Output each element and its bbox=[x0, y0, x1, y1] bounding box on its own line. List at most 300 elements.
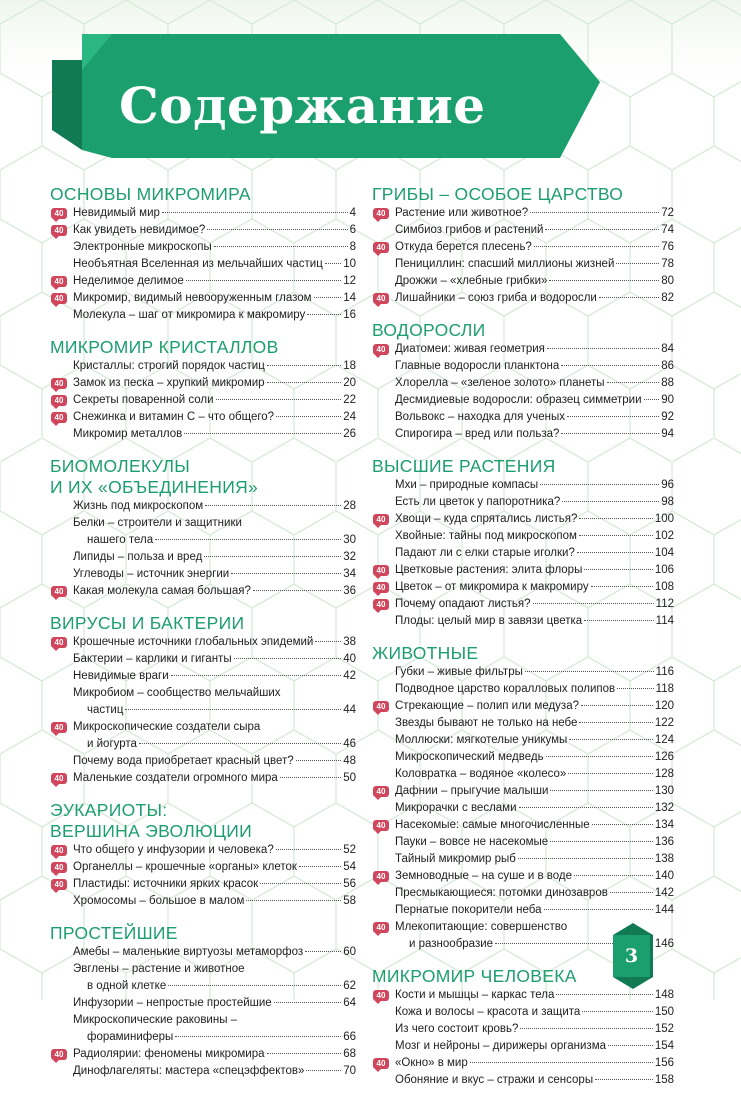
entry-page: 100 bbox=[654, 513, 674, 525]
toc-entry[interactable] bbox=[372, 1038, 674, 1055]
entry-page: 122 bbox=[654, 717, 674, 729]
entry-page: 142 bbox=[654, 887, 674, 899]
entry-page: 90 bbox=[661, 394, 674, 406]
entry-line bbox=[395, 681, 674, 698]
entry-line bbox=[395, 290, 674, 307]
toc-entry[interactable] bbox=[372, 834, 674, 851]
leader-dots bbox=[314, 297, 342, 298]
entry-line bbox=[395, 358, 674, 375]
entry-line bbox=[73, 273, 356, 290]
entry-page: 62 bbox=[343, 980, 356, 992]
leader-dots bbox=[518, 858, 653, 859]
entry-page: 56 bbox=[343, 878, 356, 890]
entry-page: 144 bbox=[654, 904, 674, 916]
entry-title: Крошечные источники глобальных эпидемий bbox=[73, 636, 314, 648]
leader-dots bbox=[307, 314, 341, 315]
toc-entry[interactable] bbox=[50, 770, 356, 787]
entry-page: 154 bbox=[654, 1040, 674, 1052]
entry-page: 36 bbox=[343, 585, 356, 597]
entry-page: 76 bbox=[661, 241, 674, 253]
badge-40-icon: 40 bbox=[373, 1058, 389, 1069]
toc-entry[interactable] bbox=[50, 222, 356, 239]
entry-title: Пернатые покорители неба bbox=[395, 904, 542, 916]
entry-line bbox=[395, 834, 674, 851]
leader-dots bbox=[267, 1053, 342, 1054]
entry-line bbox=[395, 783, 674, 800]
entry-title: Микроскопический медведь bbox=[395, 751, 544, 763]
toc-section bbox=[372, 320, 674, 443]
toc-entry[interactable] bbox=[50, 307, 356, 324]
entry-line bbox=[395, 528, 674, 545]
toc-entry[interactable] bbox=[372, 681, 674, 698]
leader-dots bbox=[569, 739, 652, 740]
entry-line bbox=[73, 634, 356, 651]
entry-page: 46 bbox=[343, 738, 356, 750]
toc-entry[interactable] bbox=[372, 545, 674, 562]
section-title: ВОДОРОСЛИ bbox=[372, 320, 486, 340]
entry-title: Насекомые: самые многочисленные bbox=[395, 819, 590, 831]
entry-page: 82 bbox=[661, 292, 674, 304]
entry-line bbox=[73, 1046, 356, 1063]
entry-line bbox=[73, 736, 356, 753]
entry-page: 24 bbox=[343, 411, 356, 423]
entry-title: Мозг и нейроны – дирижеры организма bbox=[395, 1040, 606, 1052]
toc-entry[interactable] bbox=[372, 426, 674, 443]
toc-entry[interactable] bbox=[372, 613, 674, 630]
section-title: БИОМОЛЕКУЛЫ bbox=[50, 456, 191, 476]
entry-line bbox=[73, 583, 356, 600]
entry-line bbox=[395, 239, 674, 256]
entry-line bbox=[73, 409, 356, 426]
toc-entry[interactable] bbox=[50, 549, 356, 566]
entry-line bbox=[395, 205, 674, 222]
toc-entry[interactable] bbox=[50, 409, 356, 426]
entry-line bbox=[73, 290, 356, 307]
entry-page: 40 bbox=[343, 653, 356, 665]
entry-title: Молекула – шаг от микромира к макромиру bbox=[73, 309, 306, 321]
toc-section bbox=[50, 613, 356, 787]
toc-section bbox=[372, 456, 674, 630]
entry-title: Липиды – польза и вред bbox=[73, 551, 203, 563]
badge-40-icon: 40 bbox=[51, 862, 67, 873]
entry-title: Какая молекула самая большая? bbox=[73, 585, 251, 597]
entry-line bbox=[395, 494, 674, 511]
leader-dots bbox=[175, 1036, 341, 1037]
entry-title: Хлорелла – «зеленое золото» планеты bbox=[395, 377, 605, 389]
entry-page: 34 bbox=[343, 568, 356, 580]
leader-dots bbox=[306, 1070, 341, 1071]
entry-line bbox=[73, 876, 356, 893]
entry-title: Жизнь под микроскопом bbox=[73, 500, 204, 512]
entry-line bbox=[395, 545, 674, 562]
entry-line bbox=[395, 392, 674, 409]
leader-dots bbox=[617, 688, 654, 689]
toc-entry[interactable] bbox=[50, 876, 356, 893]
leader-dots bbox=[139, 743, 341, 744]
toc-entry[interactable] bbox=[50, 583, 356, 600]
entry-title: Что общего у инфузории и человека? bbox=[73, 844, 274, 856]
entry-title-cont: частиц bbox=[87, 704, 124, 716]
toc-entry[interactable] bbox=[50, 426, 356, 443]
entry-title: Растение или животное? bbox=[395, 207, 529, 219]
entry-page: 70 bbox=[343, 1065, 356, 1077]
entry-line bbox=[395, 698, 674, 715]
entry-line bbox=[73, 307, 356, 324]
toc-entry[interactable] bbox=[372, 749, 674, 766]
toc-entry[interactable] bbox=[50, 685, 356, 719]
entry-title: Моллюски: мягкотелые уникумы bbox=[395, 734, 568, 746]
leader-dots bbox=[568, 773, 652, 774]
entry-page: 68 bbox=[343, 1048, 356, 1060]
entry-title: Микроскопические раковины – bbox=[73, 1014, 238, 1026]
badge-40-icon: 40 bbox=[51, 208, 67, 219]
leader-dots bbox=[276, 849, 341, 850]
toc-entry[interactable] bbox=[372, 239, 674, 256]
entry-page: 20 bbox=[343, 377, 356, 389]
entry-line bbox=[395, 426, 674, 443]
toc-entry[interactable] bbox=[372, 511, 674, 528]
entry-title: Коловратка – водяное «колесо» bbox=[395, 768, 567, 780]
entry-title: Млекопитающие: совершенство bbox=[395, 921, 568, 933]
leader-dots bbox=[186, 280, 341, 281]
badge-40-icon: 40 bbox=[373, 701, 389, 712]
entry-page: 10 bbox=[343, 258, 356, 270]
toc-entry[interactable] bbox=[372, 1055, 674, 1072]
toc-entry[interactable] bbox=[372, 205, 674, 222]
section-title: ВЕРШИНА ЭВОЛЮЦИИ bbox=[50, 821, 252, 841]
toc-entry[interactable] bbox=[372, 817, 674, 834]
leader-dots bbox=[155, 539, 341, 540]
entry-title: Звезды бывают не только на небе bbox=[395, 717, 578, 729]
toc-entry[interactable] bbox=[372, 222, 674, 239]
leader-dots bbox=[315, 641, 341, 642]
entry-line bbox=[73, 222, 356, 239]
entry-page: 52 bbox=[343, 844, 356, 856]
toc-entry[interactable] bbox=[372, 528, 674, 545]
entry-page: 96 bbox=[661, 479, 674, 491]
toc-entry[interactable] bbox=[50, 1012, 356, 1046]
entry-line bbox=[73, 358, 356, 375]
entry-title: Стрекающие – полип или медуза? bbox=[395, 700, 579, 712]
toc-entry[interactable] bbox=[50, 719, 356, 753]
entry-title: Кости и мышцы – каркас тела bbox=[395, 989, 555, 1001]
toc-entry[interactable] bbox=[50, 1063, 356, 1080]
entry-title: Лишайники – союз гриба и водоросли bbox=[395, 292, 597, 304]
toc-entry[interactable] bbox=[372, 596, 674, 613]
toc-entry[interactable] bbox=[50, 205, 356, 222]
entry-title: Инфузории – непростые простейшие bbox=[73, 997, 272, 1009]
toc-entry[interactable] bbox=[372, 409, 674, 426]
leader-dots bbox=[296, 760, 342, 761]
leader-dots bbox=[567, 416, 659, 417]
entry-page: 18 bbox=[343, 360, 356, 372]
toc-entry[interactable] bbox=[372, 664, 674, 681]
leader-dots bbox=[280, 777, 341, 778]
entry-page: 148 bbox=[654, 989, 674, 1001]
entry-line bbox=[395, 273, 674, 290]
entry-page: 8 bbox=[349, 241, 356, 253]
entry-line bbox=[73, 205, 356, 222]
entry-line bbox=[395, 579, 674, 596]
entry-page: 146 bbox=[654, 938, 674, 950]
entry-page: 94 bbox=[661, 428, 674, 440]
entry-title: Симбиоз грибов и растений bbox=[395, 224, 544, 236]
toc-entry[interactable] bbox=[372, 1072, 674, 1089]
entry-page: 132 bbox=[654, 802, 674, 814]
entry-title: Десмидиевые водоросли: образец симметрии bbox=[395, 394, 642, 406]
leader-dots bbox=[562, 501, 659, 502]
entry-page: 128 bbox=[654, 768, 674, 780]
leader-dots bbox=[561, 365, 659, 366]
toc-entry[interactable] bbox=[50, 961, 356, 995]
entry-line bbox=[395, 256, 674, 273]
leader-dots bbox=[579, 722, 652, 723]
entry-line bbox=[73, 770, 356, 787]
leader-dots bbox=[550, 841, 653, 842]
entry-title: Микробиом – сообщество мельчайших bbox=[73, 687, 281, 699]
leader-dots bbox=[546, 756, 653, 757]
entry-line bbox=[73, 978, 356, 995]
toc-entry[interactable] bbox=[372, 885, 674, 902]
badge-40-icon: 40 bbox=[51, 276, 67, 287]
toc-entry[interactable] bbox=[50, 859, 356, 876]
leader-dots bbox=[204, 556, 341, 557]
entry-title: Кожа и волосы – красота и защита bbox=[395, 1006, 581, 1018]
entry-page: 134 bbox=[654, 819, 674, 831]
leader-dots bbox=[582, 1011, 653, 1012]
leader-dots bbox=[214, 246, 348, 247]
toc-entry[interactable] bbox=[50, 290, 356, 307]
entry-title-cont: и йогурта bbox=[87, 738, 137, 750]
entry-page: 14 bbox=[343, 292, 356, 304]
toc-section bbox=[50, 800, 356, 910]
leader-dots bbox=[246, 900, 341, 901]
toc-entry[interactable] bbox=[372, 783, 674, 800]
toc-entry[interactable] bbox=[372, 1021, 674, 1038]
toc-entry[interactable] bbox=[372, 851, 674, 868]
entry-title: Углеводы – источник энергии bbox=[73, 568, 230, 580]
entry-title: Спирогира – вред или польза? bbox=[395, 428, 560, 440]
entry-title: Главные водоросли планктона bbox=[395, 360, 560, 372]
entry-line bbox=[395, 749, 674, 766]
badge-40-icon: 40 bbox=[51, 412, 67, 423]
section-title: ОСНОВЫ МИКРОМИРА bbox=[50, 184, 251, 204]
toc-entry[interactable] bbox=[372, 579, 674, 596]
entry-title: Амебы – маленькие виртуозы метаморфоз bbox=[73, 946, 304, 958]
toc-entry[interactable] bbox=[50, 392, 356, 409]
toc-entry[interactable] bbox=[372, 800, 674, 817]
entry-page: 28 bbox=[343, 500, 356, 512]
entry-page: 150 bbox=[654, 1006, 674, 1018]
badge-40-icon: 40 bbox=[373, 820, 389, 831]
toc-entry[interactable] bbox=[50, 634, 356, 651]
leader-dots bbox=[644, 399, 660, 400]
toc-entry[interactable] bbox=[372, 715, 674, 732]
leader-dots bbox=[579, 535, 653, 536]
entry-page: 12 bbox=[343, 275, 356, 287]
entry-line bbox=[395, 1021, 674, 1038]
toc-entry[interactable] bbox=[372, 1004, 674, 1021]
toc-entry[interactable] bbox=[372, 868, 674, 885]
toc-entry[interactable] bbox=[50, 358, 356, 375]
entry-title: Микромир, видимый невооруженным глазом bbox=[73, 292, 312, 304]
entry-page: 130 bbox=[654, 785, 674, 797]
toc-entry[interactable] bbox=[50, 375, 356, 392]
entry-page: 64 bbox=[343, 997, 356, 1009]
entry-page: 58 bbox=[343, 895, 356, 907]
entry-title: Из чего состоит кровь? bbox=[395, 1023, 519, 1035]
toc-entry[interactable] bbox=[372, 494, 674, 511]
badge-40-icon: 40 bbox=[373, 599, 389, 610]
entry-page: 106 bbox=[654, 564, 674, 576]
leader-dots bbox=[299, 866, 341, 867]
toc-entry[interactable] bbox=[50, 515, 356, 549]
toc-entry[interactable] bbox=[50, 944, 356, 961]
toc-entry[interactable] bbox=[372, 562, 674, 579]
entry-page: 22 bbox=[343, 394, 356, 406]
entry-title: Снежинка и витамин С – что общего? bbox=[73, 411, 275, 423]
entry-page: 50 bbox=[343, 772, 356, 784]
badge-40-icon: 40 bbox=[373, 871, 389, 882]
toc-section bbox=[50, 923, 356, 1080]
badge-40-icon: 40 bbox=[373, 565, 389, 576]
entry-line bbox=[73, 668, 356, 685]
entry-line bbox=[395, 851, 674, 868]
entry-title: Микрорачки с веслами bbox=[395, 802, 517, 814]
entry-title: Невидимые враги bbox=[73, 670, 169, 682]
leader-dots bbox=[592, 824, 653, 825]
badge-40-icon: 40 bbox=[373, 293, 389, 304]
toc-entry[interactable] bbox=[50, 893, 356, 910]
toc-entry[interactable] bbox=[372, 290, 674, 307]
toc-entry[interactable] bbox=[372, 392, 674, 409]
entry-title: Дафнии – прыгучие малыши bbox=[395, 785, 549, 797]
toc-entry[interactable] bbox=[372, 477, 674, 494]
toc-entry[interactable] bbox=[50, 995, 356, 1012]
entry-page: 102 bbox=[654, 530, 674, 542]
badge-40-icon: 40 bbox=[51, 637, 67, 648]
leader-dots bbox=[205, 505, 341, 506]
toc-entry[interactable] bbox=[50, 256, 356, 273]
entry-page: 6 bbox=[349, 224, 356, 236]
badge-40-icon: 40 bbox=[373, 208, 389, 219]
toc-entry[interactable] bbox=[372, 375, 674, 392]
entry-line bbox=[395, 715, 674, 732]
entry-page: 104 bbox=[654, 547, 674, 559]
entry-line bbox=[73, 702, 356, 719]
toc-entry[interactable] bbox=[50, 239, 356, 256]
entry-line bbox=[395, 1038, 674, 1055]
entry-line bbox=[73, 566, 356, 583]
toc-entry[interactable] bbox=[50, 651, 356, 668]
entry-line bbox=[73, 842, 356, 859]
leader-dots bbox=[550, 790, 652, 791]
entry-title: Замок из песка – хрупкий микромир bbox=[73, 377, 265, 389]
entry-line bbox=[73, 859, 356, 876]
toc-entry[interactable] bbox=[372, 732, 674, 749]
toc-section bbox=[372, 184, 674, 307]
entry-line bbox=[73, 256, 356, 273]
toc-section bbox=[372, 643, 674, 953]
leader-dots bbox=[253, 590, 341, 591]
section-title: ВЫСШИЕ РАСТЕНИЯ bbox=[372, 456, 556, 476]
entry-title: Тайный микромир рыб bbox=[395, 853, 516, 865]
toc-entry[interactable] bbox=[50, 498, 356, 515]
entry-page: 60 bbox=[343, 946, 356, 958]
section-title: ПРОСТЕЙШИЕ bbox=[50, 923, 178, 943]
entry-line bbox=[73, 375, 356, 392]
section-title: ГРИБЫ – ОСОБОЕ ЦАРСТВО bbox=[372, 184, 624, 204]
entry-title: Секреты поваренной соли bbox=[73, 394, 214, 406]
entry-page: 84 bbox=[661, 343, 674, 355]
toc-entry[interactable] bbox=[372, 766, 674, 783]
entry-title: Органеллы – крошечные «органы» клеток bbox=[73, 861, 297, 873]
entry-title: Есть ли цветок у папоротника? bbox=[395, 496, 561, 508]
entry-title: Земноводные – на суше и в воде bbox=[395, 870, 573, 882]
toc-entry[interactable] bbox=[50, 842, 356, 859]
leader-dots bbox=[577, 552, 653, 553]
leader-dots bbox=[234, 658, 342, 659]
toc-entry[interactable] bbox=[372, 273, 674, 290]
entry-line bbox=[395, 800, 674, 817]
badge-40-icon: 40 bbox=[373, 786, 389, 797]
leader-dots bbox=[267, 382, 342, 383]
badge-40-icon: 40 bbox=[51, 395, 67, 406]
entry-title: Цветок – от микромира к макромиру bbox=[395, 581, 589, 593]
entry-title: Микромир металлов bbox=[73, 428, 183, 440]
entry-line bbox=[73, 426, 356, 443]
badge-40-icon: 40 bbox=[51, 586, 67, 597]
entry-line bbox=[73, 239, 356, 256]
leader-dots bbox=[260, 883, 341, 884]
toc-entry[interactable] bbox=[372, 358, 674, 375]
toc-section bbox=[50, 184, 356, 324]
entry-title: Эвглены – растение и животное bbox=[73, 963, 245, 975]
entry-title-cont: нашего тела bbox=[87, 534, 154, 546]
badge-40-icon: 40 bbox=[51, 773, 67, 784]
entry-page: 136 bbox=[654, 836, 674, 848]
entry-line bbox=[73, 1029, 356, 1046]
entry-title: Дрожжи – «хлебные грибки» bbox=[395, 275, 548, 287]
section-title: МИКРОМИР КРИСТАЛЛОВ bbox=[50, 337, 279, 357]
leader-dots bbox=[162, 212, 348, 213]
badge-40-icon: 40 bbox=[373, 514, 389, 525]
leader-dots bbox=[231, 573, 341, 574]
toc-entry[interactable] bbox=[50, 753, 356, 770]
toc-entry[interactable] bbox=[50, 668, 356, 685]
leader-dots bbox=[610, 892, 653, 893]
toc-entry[interactable] bbox=[50, 273, 356, 290]
leader-dots bbox=[125, 709, 341, 710]
leader-dots bbox=[171, 675, 342, 676]
leader-dots bbox=[305, 951, 341, 952]
toc-entry[interactable] bbox=[372, 341, 674, 358]
entry-line bbox=[73, 651, 356, 668]
toc-entry[interactable] bbox=[372, 698, 674, 715]
entry-title-cont: в одной клетке bbox=[87, 980, 167, 992]
toc-entry[interactable] bbox=[372, 256, 674, 273]
leader-dots bbox=[545, 229, 659, 230]
entry-title: Пластиды: источники ярких красок bbox=[73, 878, 259, 890]
entry-title: Губки – живые фильтры bbox=[395, 666, 523, 678]
section-title: ЭУКАРИОТЫ: bbox=[50, 800, 168, 820]
entry-line bbox=[395, 732, 674, 749]
entry-title: Почему вода приобретает красный цвет? bbox=[73, 755, 294, 767]
badge-40-icon: 40 bbox=[51, 378, 67, 389]
entry-title: Хромосомы – большое в малом bbox=[73, 895, 245, 907]
toc-entry[interactable] bbox=[50, 1046, 356, 1063]
toc-entry[interactable] bbox=[50, 566, 356, 583]
